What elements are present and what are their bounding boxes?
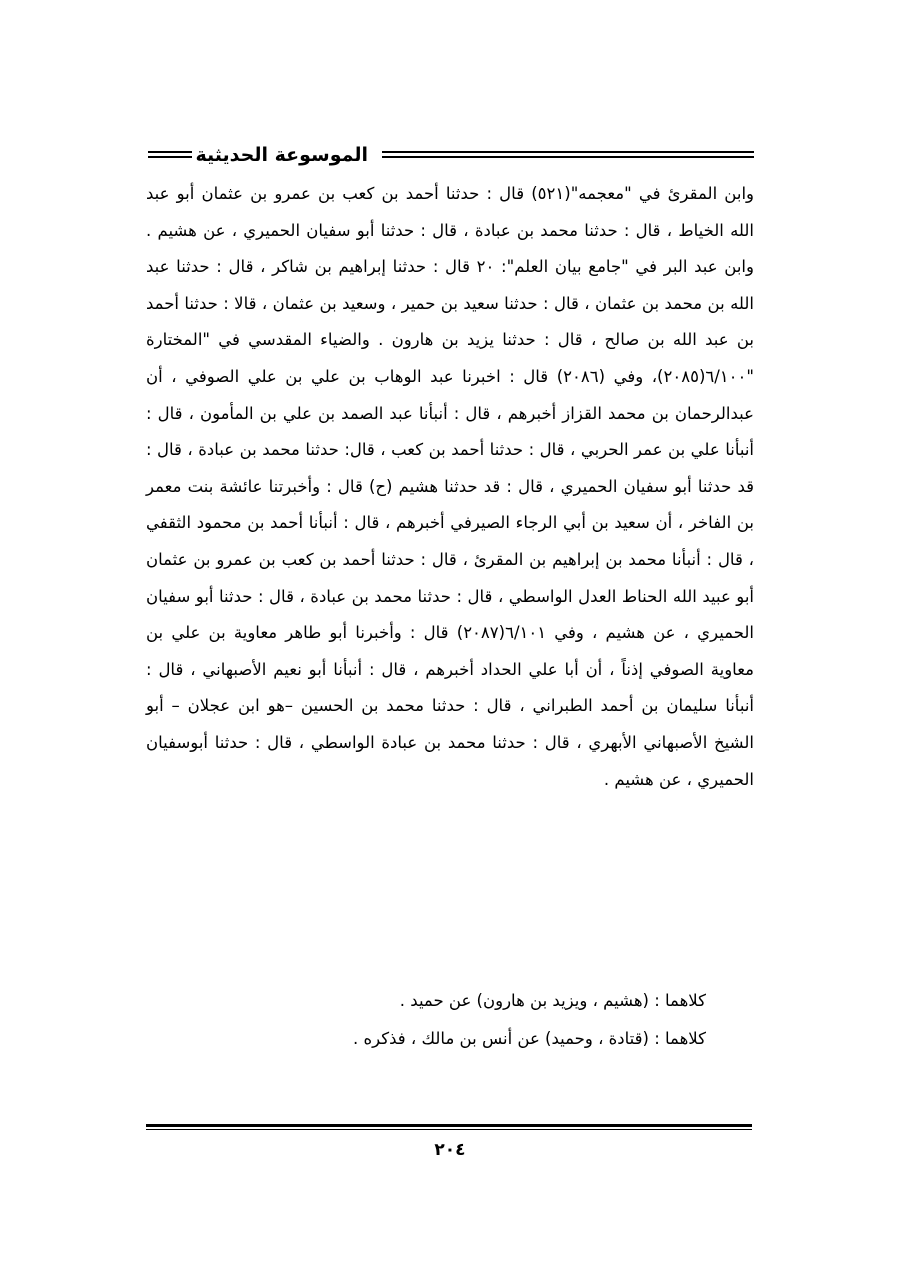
page-number: ٢٠٤ <box>434 1140 466 1160</box>
header-rule-left <box>148 151 192 158</box>
body-paragraph: وابن المقرئ في "معجمه"(٥٢١) قال : حدثنا أحمد بن كعب بن عمرو بن عثمان أبو عبد الله الخياط ، قال : حدثنا محمد بن عبادة ، قال : حدثنا أبو سفيان الحميري ، عن هشيم . وابن عبد البر في "جامع بيان العلم": ٢٠ قال : حدثنا إبراهيم بن شاكر ، قال : حدثنا عبد الله بن محمد بن عثمان ، قال : حدثنا سعيد بن حمير ، وسعيد بن عثمان ، قالا : حدثنا أحمد بن عبد الله بن صالح ، قال : حدثنا يزيد بن هارون . والضياء المقدسي في "المختارة "٦/١٠٠(٢٠٨٥)، وفي (٢٠٨٦) قال : اخبرنا عبد الوهاب بن علي بن علي الصوفي ، أن عبدالرحمان بن محمد القزاز أخبرهم ، قال : أنبأنا عبد الصمد بن علي بن المأمون ، قال : أنبأنا علي بن عمر الحربي ، قال : حدثنا أحمد بن كعب ، قال: حدثنا محمد بن عبادة ، قال : قد حدثنا أبو سفيان الحميري ، قال : قد حدثنا هشيم (ح) قال : وأخبرتنا عائشة بنت معمر بن الفاخر ، أن سعيد بن أبي الرجاء الصيرفي أخبرهم ، قال : أنبأنا أحمد بن محمود الثقفي ، قال : أنبأنا محمد بن إبراهيم بن المقرئ ، قال : حدثنا أحمد بن كعب بن عمرو بن عثمان أبو عبيد الله الحناط العدل الواسطي ، قال : حدثنا محمد بن عبادة ، قال : حدثنا أبو سفيان الحميري ، عن هشيم ، وفي ٦/١٠١(٢٠٨٧) قال : وأخبرنا أبو طاهر معاوية بن علي بن معاوية الصوفي إذناً ، أن أبا علي الحداد أخبرهم ، قال : أنبأنا أبو نعيم الأصبهاني ، قال : أنبأنا سليمان بن أحمد الطبراني ، قال : حدثنا محمد بن الحسين –هو ابن عجلان – أبو الشيخ الأصبهاني الأبهري ، قال : حدثنا محمد بن عبادة الواسطي ، قال : حدثنا أبوسفيان الحميري ، عن هشيم . <box>146 184 755 789</box>
footer-rule <box>146 1124 752 1130</box>
header-title: الموسوعة الحديثية <box>195 144 368 166</box>
conclusion-lines <box>146 982 706 1058</box>
page-header <box>148 140 754 170</box>
quote-line-1: كلاهما : (هشيم ، ويزيد بن هارون) عن حميد . <box>399 991 706 1010</box>
header-rule-right <box>382 151 754 158</box>
main-text <box>146 176 754 798</box>
quote-line-2: كلاهما : (قتادة ، وحميد) عن أنس بن مالك ، فذكره . <box>353 1029 706 1048</box>
